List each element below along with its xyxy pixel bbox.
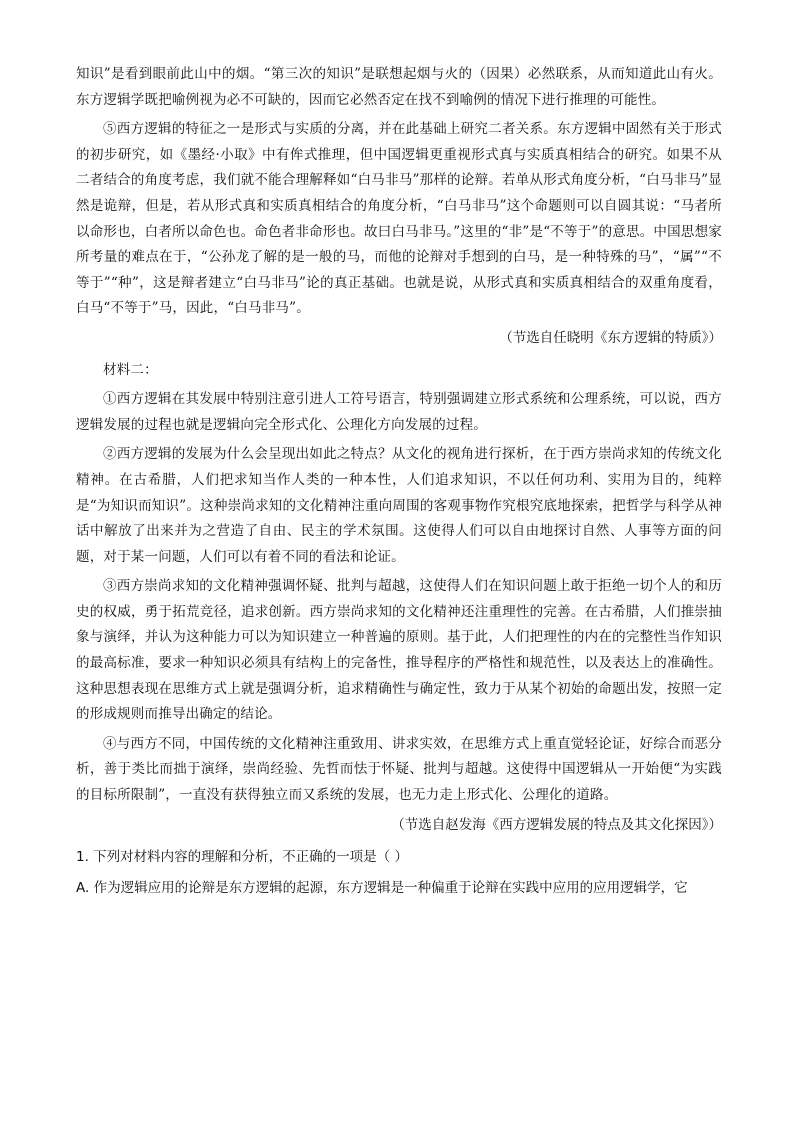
material-two-paragraph-2: ②西方逻辑的发展为什么会呈现出如此之特点？从文化的视角进行探析，在于西方崇尚求知的传统文化精神。在古希腊，人们把求知当作人类的一种本性，人们追求知识，不以任何功利、实用为目的，纯粹是“为知识而知识”。这种崇尚求知的文化精神注重向周围的客观事物作究根究底地探索，把哲学与科学从神话中解放了出来并为之营造了自由、民主的学术氛围。这使得人们可以自由地探讨自然、人事等方面的问题，对于某一问题，人们可以有着不同的看法和论证。 [76,446,722,565]
material-two-label: 材料二： [103,361,158,378]
article-body [76,62,722,902]
material-two-paragraph-3: ③西方崇尚求知的文化精神强调怀疑、批判与超越，这使得人们在知识问题上敢于拒绝一切个人的和历史的权威，勇于拓荒竞径，追求创新。西方崇尚求知的文化精神还注重理性的完善。在古希腊，人们推崇抽象与演绎，并认为这种能力可以为知识建立一种普遍的原则。基于此，人们把理性的内在的完整性当作知识的最高标准，要求一种知识必须具有结构上的完备性，推导程序的严格性和规范性，以及表达上的准确性。这种思想表现在思维方式上就是强调分析，追求精确性与确定性，致力于从某个初始的命题出发，按照一定的形成规则而推导出确定的结论。 [76,578,722,723]
question-stem: 1. 下列对材料内容的理解和分析，不正确的一项是（ ） [76,849,408,866]
source-citation-2: （节选自赵发海《西方逻辑发展的特点及其文化探因》） [391,816,722,833]
paragraph-5: ⑤西方逻辑的特征之一是形式与实质的分离，并在此基础上研究二者关系。东方逻辑中固然有关于形式的初步研究，如《墨经·小取》中有侔式推理，但中国逻辑更重视形式真与实质真相结合的研究。如果不从二者结合的角度考虑，我们就不能合理解释如“白马非马”那样的论辩。若单从形式角度分析，“白马非马”显然是诡辩，但是，若从形式真和实质真相结合的角度分析，“白马非马”这个命题则可以自圆其说：“马者所以命形也，白者所以命色也。命色者非命形也。故曰白马非马。”这里的“非”是“不等于”的意思。中国思想家所考量的难点在于，“公孙龙了解的是一般的马，而他的论辩对手想到的白马，是一种特殊的马”，“属”“不等于”“种”，这是辩者建立“白马非马”论的真正基础。也就是说，从形式真和实质真相结合的双重角度看，白马“不等于”马，因此，“白马非马”。 [76,121,722,317]
material-two-paragraph-1: ①西方逻辑在其发展中特别注意引进人工符号语言，特别强调建立形式系统和公理系统，可以说，西方逻辑发展的过程也就是逻辑向完全形式化、公理化方向发展的过程。 [76,391,722,433]
paragraph-continuation: 知识”是看到眼前此山中的烟。“第三次的知识”是联想起烟与火的（因果）必然联系，从而知道此山有火。东方逻辑学既把喻例视为必不可缺的，因而它必然否定在找不到喻例的情况下进行推理的可能性。 [76,66,722,108]
material-two-paragraph-4: ④与西方不同，中国传统的文化精神注重致用、讲求实效，在思维方式上重直觉轻论证，好综合而恶分析，善于类比而拙于演绎，崇尚经验、先哲而怯于怀疑、批判与超越。这使得中国逻辑从一开始便“为实践的目标所限制”，一直没有获得独立而又系统的发展，也无力走上形式化、公理化的道路。 [76,735,722,804]
option-a: A. 作为逻辑应用的论辩是东方逻辑的起源，东方逻辑是一种偏重于论辩在实践中应用的应用逻辑学，它 [76,880,688,897]
source-citation-1: （节选自任晓明《东方逻辑的特质》） [499,329,722,346]
